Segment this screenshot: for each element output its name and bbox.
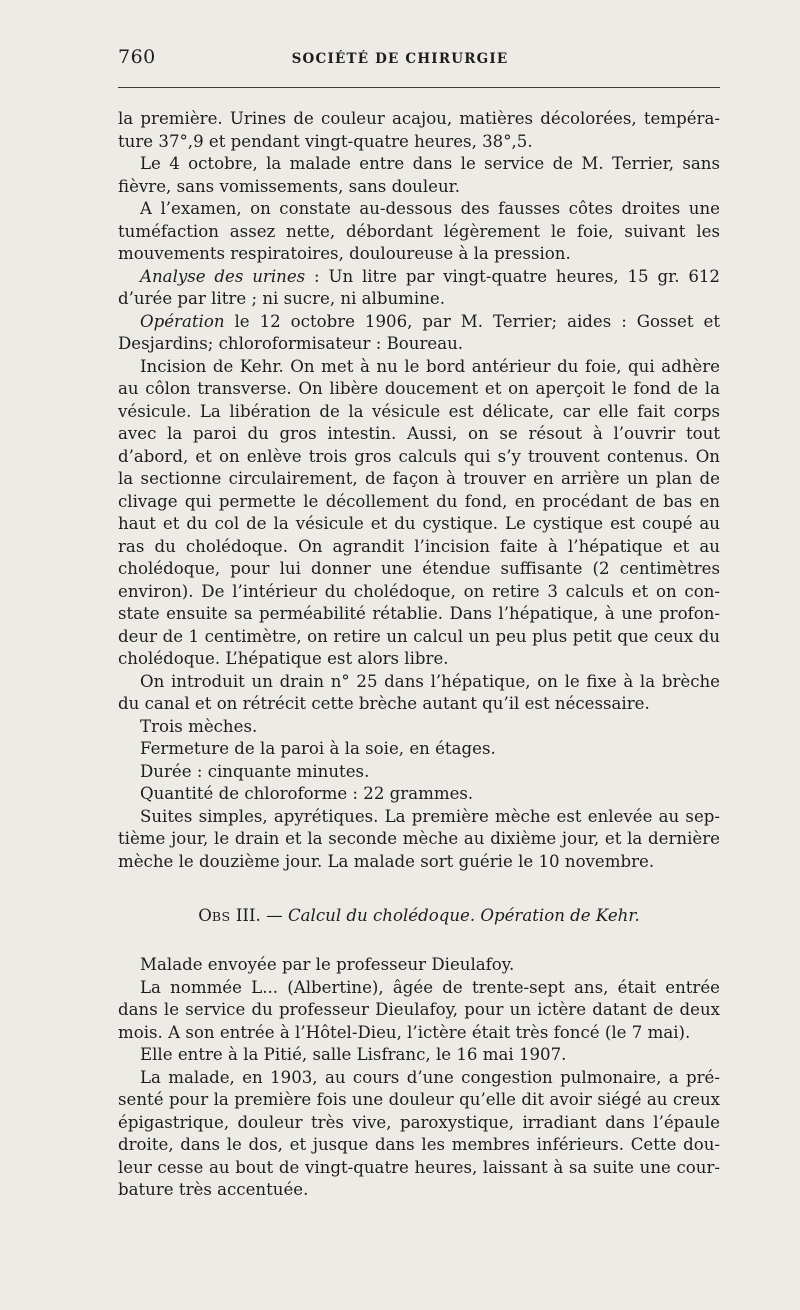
observation-title: Calcul du cholédoque. Opération de Kehr.	[287, 906, 640, 925]
paragraph-admission: Le 4 octobre, la malade entre dans le service de M. Terrier, sans fièvre, sans vomissements, sans douleur.	[118, 154, 720, 196]
observation-heading	[118, 906, 720, 925]
paragraph-duration: Durée : cinquante minutes.	[140, 761, 370, 781]
paragraph-drain: On introduit un drain n° 25 dans l’hépatique, on le fixe à la brèche du canal et on rétrécit cette brèche autant qu’il est nécessaire.	[118, 671, 720, 713]
paragraph-urines: la première. Urines de couleur acajou, matières décolorées, température 37°,9 et pendant vingt-quatre heures, 38°,5.	[118, 109, 720, 151]
operation-text: le 12 octobre 1906, par M. Terrier; aides : Gosset et Desjardins; chloroformisateur : Boureau.	[118, 311, 720, 353]
paragraph-history: La malade, en 1903, au cours d’une congestion pulmonaire, a présenté pour la première fois une douleur qu’elle dit avoir siégé au creux épigastrique, douleur très vive, paroxystique, irradiant dans l’épaule droite, dans le dos, et jusque dans les membres inférieurs. Cette douleur cesse au bout de vingt-quatre heures, laissant à sa suite une courbature très accentuée.	[118, 1067, 720, 1199]
page-header	[0, 46, 800, 76]
paragraph-examination: A l’examen, on constate au-dessous des fausses côtes droites une tuméfaction assez nette, débordant légèrement le foie, suivant les mouvements respiratoires, douloureuse à la pression.	[118, 199, 720, 263]
page-number: 760	[118, 46, 156, 68]
paragraph-kehr-incision: Incision de Kehr. On met à nu le bord antérieur du foie, qui adhère au côlon transverse. On libère doucement et on aperçoit le fond de la vésicule. La libération de la vésicule est délicate, car elle fait corps avec la paroi du gros intestin. Aussi, on se résout à l’ouvrir tout d’abord, et on enlève trois gros calculs qui s’y trouvent contenus. On la sectionne circulairement, de façon à trouver en arrière un plan de clivage qui permette le décollement du fond, en procédant de bas en haut et du col de la vésicule et du cystique. Le cystique est coupé au ras du cholédoque. On agrandit l’incision faite à l’hépatique et au cholédoque, pour lui donner une étendue suffisante (2 centimètres environ). De l’intérieur du cholédoque, on retire 3 calculs et on constate ensuite sa perméabilité rétablie. Dans l’hépatique, à une profondeur de 1 centimètre, on retire un calcul un peu plus petit que ceux du cholédoque. L’hépatique est alors libre.	[118, 356, 720, 668]
paragraph-chloroform: Quantité de chloroforme : 22 grammes.	[140, 784, 474, 803]
case-report-text	[118, 108, 720, 873]
paragraph-pitie: Elle entre à la Pitié, salle Lisfranc, le 16 mai 1907.	[140, 1045, 567, 1064]
operation-label: Opération	[140, 311, 225, 331]
observation-label-rest: BS	[211, 909, 231, 924]
paragraph-closure: Fermeture de la paroi à la soie, en étages.	[140, 739, 496, 758]
paragraph-patient: La nommée L... (Albertine), âgée de trente-sept ans, était entrée dans le service du professeur Dieulafoy, pour un ictère datant de deux mois. A son entrée à l’Hôtel-Dieu, l’ictère était très foncé (le 7 mai).	[118, 977, 720, 1042]
paragraph-referral: Malade envoyée par le professeur Dieulafoy.	[140, 955, 515, 974]
urine-analysis-label: Analyse des urines	[140, 266, 306, 286]
observation-number: III. —	[230, 906, 288, 925]
paragraph-urine-analysis	[118, 266, 720, 311]
header-rule	[118, 87, 720, 88]
paragraph-wicks: Trois mèches.	[140, 716, 258, 736]
paragraph-operation	[118, 311, 720, 356]
observation-text	[118, 954, 720, 1202]
urine-analysis-text: : Un litre par vingt-quatre heures, 15 gr. 612 d’urée par litre ; ni sucre, ni albumine.	[118, 266, 720, 308]
observation-label-initial: O	[198, 906, 212, 925]
paragraph-outcome: Suites simples, apyrétiques. La première mèche est enlevée au septième jour, le drain et la seconde mèche au dixième jour, et la dernière mèche le douzième jour. La malade sort guérie le 10 novembre.	[118, 806, 720, 871]
running-title: SOCIÉTÉ DE CHIRURGIE	[291, 51, 509, 67]
